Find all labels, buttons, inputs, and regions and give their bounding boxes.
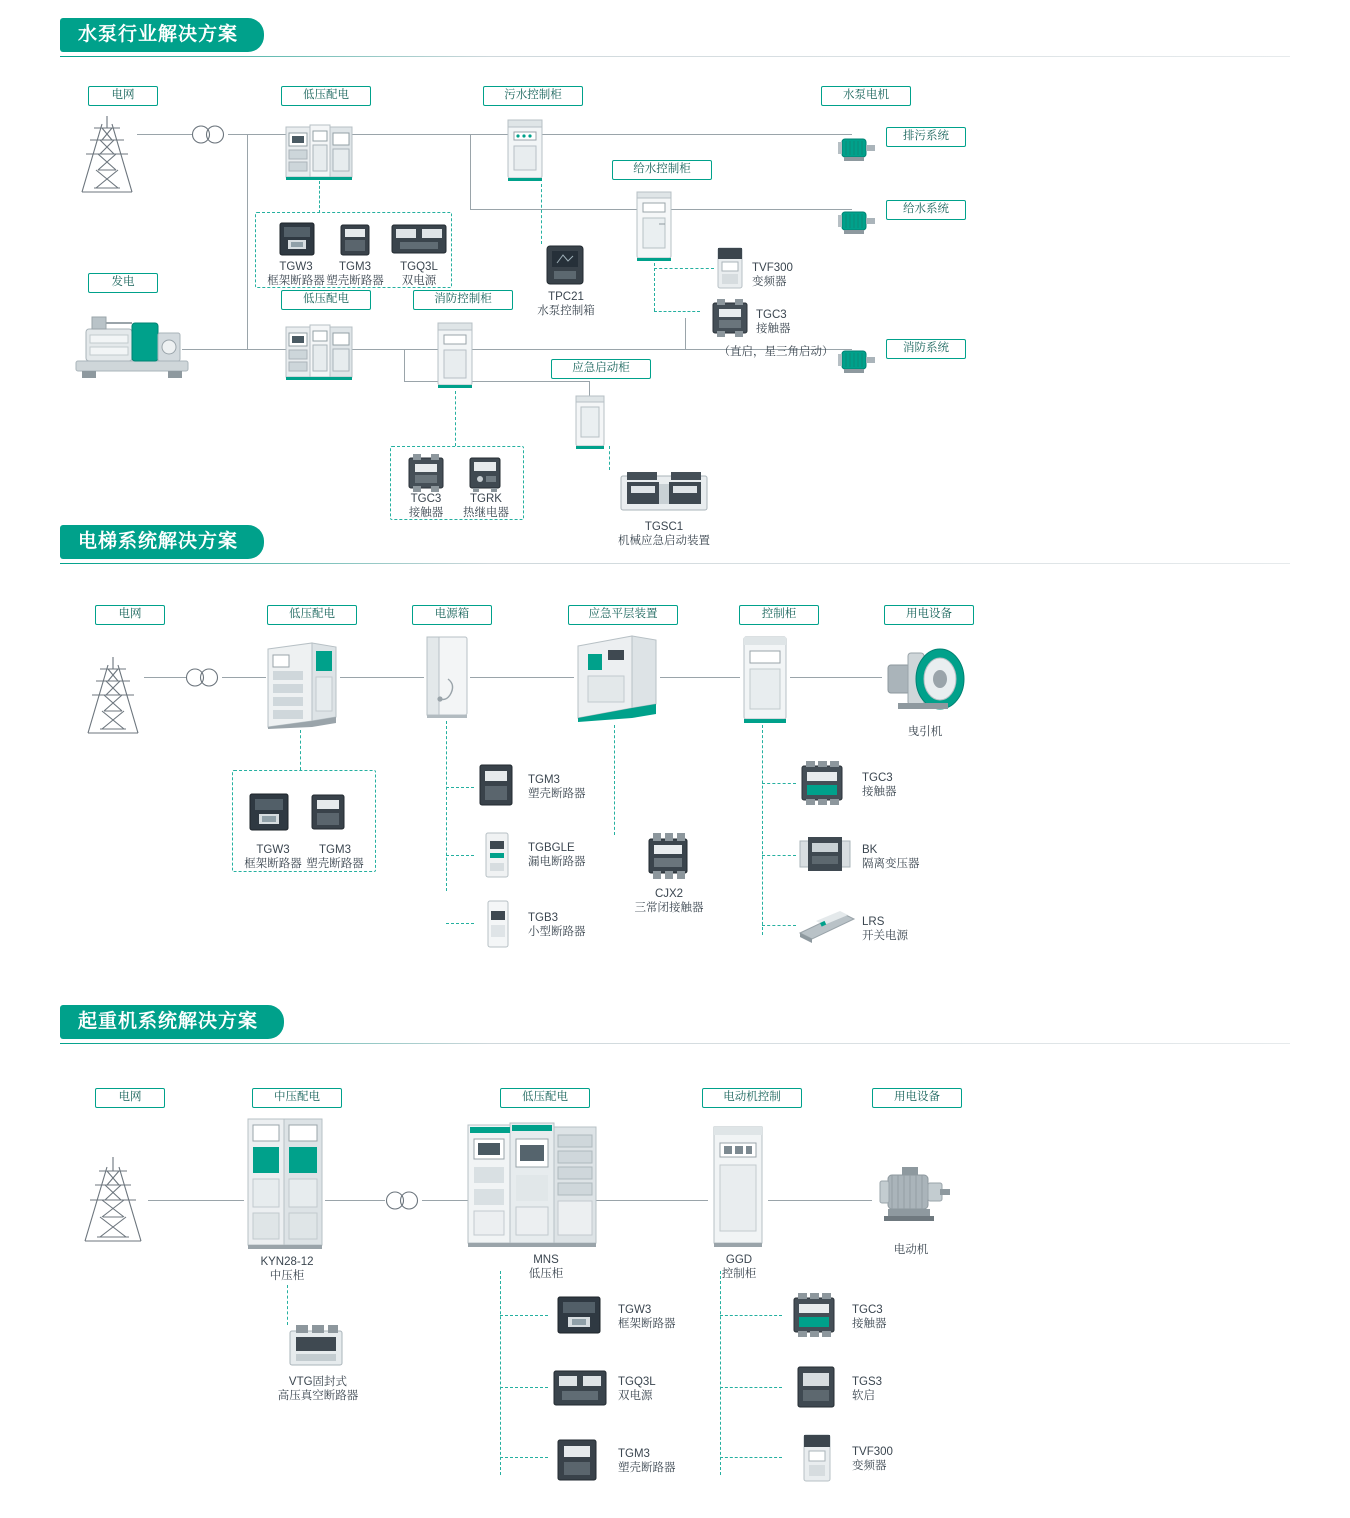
device-label: TGC3 接触器 bbox=[852, 1304, 887, 1330]
sewage-control-cabinet bbox=[504, 118, 546, 182]
device-label: TGBGLE 漏电断路器 bbox=[528, 842, 586, 868]
device-label: TGW3 框架断路器 bbox=[267, 261, 325, 287]
tgbgle-art bbox=[482, 831, 512, 881]
pill-grid: 电网 bbox=[95, 605, 165, 625]
tgc3-art bbox=[798, 761, 846, 805]
device-label: TGQ3L 双电源 bbox=[618, 1376, 656, 1402]
device-label: TGQ3L 双电源 bbox=[400, 261, 438, 287]
dash-connector bbox=[654, 268, 714, 269]
tgc3-art bbox=[710, 299, 750, 337]
dash-connector bbox=[609, 446, 610, 470]
motor-label: 电动机 bbox=[893, 1244, 929, 1256]
breaker-tgq3l-art bbox=[390, 221, 448, 257]
device-label: TGC3 接触器 bbox=[408, 493, 444, 519]
section-crane-header bbox=[0, 1005, 1350, 1045]
note-start-mode: （直启，星三角启动） bbox=[718, 346, 834, 358]
bk-transformer-art bbox=[798, 835, 852, 875]
pill-genset: 发电 bbox=[88, 273, 158, 293]
traction-machine-icon bbox=[884, 637, 966, 721]
traction-label: 曳引机 bbox=[907, 726, 943, 738]
dash-connector bbox=[541, 184, 542, 244]
wire bbox=[247, 349, 287, 350]
divider bbox=[60, 1043, 1290, 1044]
power-tower-icon bbox=[75, 1155, 151, 1245]
dash-connector bbox=[500, 1271, 501, 1475]
wire bbox=[137, 134, 192, 135]
divider bbox=[60, 563, 1290, 564]
dash-connector bbox=[500, 1315, 548, 1316]
ggd-control-cabinet bbox=[710, 1123, 766, 1249]
dash-connector bbox=[500, 1457, 548, 1458]
pill-mv: 中压配电 bbox=[252, 1088, 342, 1108]
device-label: KYN28-12 中压柜 bbox=[260, 1256, 314, 1282]
lv-switchgear bbox=[262, 635, 342, 729]
pump-motor-icon-1 bbox=[836, 135, 878, 165]
device-label: TGW3 框架断路器 bbox=[618, 1304, 676, 1330]
pill-load-equipment: 用电设备 bbox=[884, 605, 974, 625]
wire bbox=[148, 1200, 244, 1201]
wire bbox=[325, 1200, 385, 1201]
pill-grid: 电网 bbox=[95, 1088, 165, 1108]
wire bbox=[685, 318, 686, 349]
vtg-vacuum-breaker-art bbox=[288, 1323, 344, 1371]
motor-icon bbox=[872, 1165, 952, 1227]
device-label: BK 隔离变压器 bbox=[862, 844, 920, 870]
dash-connector bbox=[446, 787, 474, 788]
pill-power-box: 电源箱 bbox=[412, 605, 492, 625]
tvf300-art bbox=[802, 1433, 832, 1483]
pill-system-sewage: 排污系统 bbox=[886, 127, 966, 147]
emergency-start-cabinet bbox=[572, 394, 608, 450]
divider bbox=[60, 56, 1290, 57]
dash-connector bbox=[654, 311, 700, 312]
device-label: TGRK 热继电器 bbox=[463, 493, 509, 519]
breaker-tgw3-art bbox=[248, 790, 290, 834]
pill-emergency-cabinet: 应急启动柜 bbox=[551, 359, 651, 379]
pill-sewage-cabinet: 污水控制柜 bbox=[483, 86, 583, 106]
section-elevator-header bbox=[0, 525, 1350, 565]
device-label: TGW3 框架断路器 bbox=[244, 844, 302, 870]
tgsc1-art bbox=[619, 470, 709, 516]
elevator-control-cabinet bbox=[740, 633, 790, 725]
dash-connector bbox=[455, 391, 456, 446]
device-label: GGD 控制柜 bbox=[721, 1254, 757, 1280]
device-label: TGM3 塑壳断路器 bbox=[528, 774, 586, 800]
pill-system-water: 给水系统 bbox=[886, 200, 966, 220]
power-box bbox=[424, 635, 470, 721]
wire bbox=[404, 381, 589, 382]
dash-connector bbox=[762, 783, 796, 784]
fire-control-cabinet bbox=[434, 321, 476, 389]
tgc3-art bbox=[790, 1293, 838, 1337]
breaker-tgm3-art bbox=[310, 793, 346, 833]
power-tower-icon bbox=[78, 655, 148, 737]
tgs3-soft-starter-art bbox=[796, 1365, 836, 1409]
dash-connector bbox=[500, 1387, 548, 1388]
lv-switchgear-1 bbox=[284, 123, 354, 181]
wire bbox=[228, 134, 286, 135]
dash-connector bbox=[319, 181, 320, 213]
mv-switchgear bbox=[244, 1115, 326, 1251]
pill-lv: 低压配电 bbox=[267, 605, 357, 625]
pill-lv-2: 低压配电 bbox=[281, 290, 371, 310]
wire bbox=[470, 134, 471, 209]
lv-switchgear-2 bbox=[284, 323, 354, 381]
device-label: TGM3 塑壳断路器 bbox=[306, 844, 364, 870]
wire bbox=[470, 677, 574, 678]
device-label: TGC3 接触器 bbox=[862, 772, 897, 798]
dash-connector bbox=[446, 855, 474, 856]
wire bbox=[768, 1200, 872, 1201]
tgm3-art bbox=[478, 763, 514, 809]
dash-connector bbox=[720, 1315, 782, 1316]
pill-water-cabinet: 给水控制柜 bbox=[612, 160, 712, 180]
device-label: TVF300 变频器 bbox=[852, 1446, 893, 1472]
pill-fire-cabinet: 消防控制柜 bbox=[413, 290, 513, 310]
dash-connector bbox=[614, 725, 615, 835]
generator-icon bbox=[72, 303, 192, 383]
tgb3-art bbox=[484, 899, 512, 951]
wire bbox=[222, 677, 266, 678]
pill-system-fire: 消防系统 bbox=[886, 339, 966, 359]
wire bbox=[404, 349, 405, 381]
device-label: TGC3 接触器 bbox=[756, 309, 791, 335]
pill-control-cabinet: 控制柜 bbox=[739, 605, 819, 625]
transformer-icon bbox=[382, 1191, 424, 1210]
cjx2-art bbox=[645, 833, 691, 881]
wire bbox=[660, 677, 740, 678]
dash-connector bbox=[762, 925, 796, 926]
pill-load-equipment: 用电设备 bbox=[872, 1088, 962, 1108]
device-label: VTG固封式 高压真空断路器 bbox=[277, 1376, 359, 1402]
tvf300-art bbox=[716, 246, 744, 290]
tgq3l-art bbox=[552, 1367, 608, 1409]
wire bbox=[340, 677, 424, 678]
dash-connector bbox=[446, 923, 474, 924]
wire bbox=[144, 677, 186, 678]
dash-connector bbox=[720, 1457, 782, 1458]
wire bbox=[596, 1200, 708, 1201]
device-label: TGSC1 机械应急启动装置 bbox=[618, 521, 710, 547]
pill-lv: 低压配电 bbox=[500, 1088, 590, 1108]
dash-connector bbox=[287, 1285, 288, 1325]
device-label: TGB3 小型断路器 bbox=[528, 912, 586, 938]
power-tower-icon bbox=[72, 114, 142, 196]
section-crane bbox=[0, 1005, 1350, 1515]
section-pump-header bbox=[0, 18, 1350, 58]
dash-connector bbox=[720, 1387, 782, 1388]
tgc3-art-2 bbox=[406, 454, 446, 492]
device-label: CJX2 三常闭接触器 bbox=[634, 888, 704, 914]
section-crane-title: 起重机系统解决方案 bbox=[60, 1005, 284, 1039]
water-control-cabinet bbox=[633, 190, 675, 262]
pill-pump-motor: 水泵电机 bbox=[821, 86, 911, 106]
tgm3-art bbox=[556, 1437, 598, 1483]
wire bbox=[422, 1200, 468, 1201]
dash-connector bbox=[762, 725, 763, 935]
tpc21-art bbox=[545, 244, 585, 286]
dash-connector bbox=[446, 721, 447, 891]
dash-connector bbox=[720, 1271, 721, 1475]
breaker-tgw3-art bbox=[278, 220, 316, 258]
device-label: TGS3 软启 bbox=[852, 1376, 883, 1402]
transformer-icon bbox=[188, 125, 230, 144]
dash-connector bbox=[654, 263, 655, 311]
tgrk-art bbox=[468, 456, 502, 492]
wire bbox=[352, 134, 852, 135]
leveling-device-cabinet bbox=[574, 630, 660, 722]
mns-lv-switchgear bbox=[466, 1117, 598, 1251]
device-label: MNS 低压柜 bbox=[528, 1254, 564, 1280]
wire bbox=[790, 677, 882, 678]
device-label: TPC21 水泵控制箱 bbox=[537, 291, 595, 317]
pill-leveling-device: 应急平层装置 bbox=[568, 605, 678, 625]
pill-lv-1: 低压配电 bbox=[281, 86, 371, 106]
dash-connector bbox=[300, 730, 301, 770]
section-pump-title: 水泵行业解决方案 bbox=[60, 18, 264, 52]
pump-motor-icon-2 bbox=[836, 208, 878, 238]
breaker-tgm3-art bbox=[339, 223, 371, 257]
device-label: TGM3 塑壳断路器 bbox=[618, 1448, 676, 1474]
wire bbox=[247, 134, 248, 349]
lrs-power-supply-art bbox=[796, 907, 856, 947]
device-label: TVF300 变频器 bbox=[752, 262, 793, 288]
pill-motor-control: 电动机控制 bbox=[702, 1088, 802, 1108]
tgw3-art bbox=[556, 1293, 602, 1337]
dash-connector bbox=[762, 855, 796, 856]
pill-grid: 电网 bbox=[88, 86, 158, 106]
section-elevator-title: 电梯系统解决方案 bbox=[60, 525, 264, 559]
transformer-icon bbox=[182, 668, 224, 687]
device-label: TGM3 塑壳断路器 bbox=[326, 261, 384, 287]
device-label: LRS 开关电源 bbox=[862, 916, 908, 942]
section-elevator bbox=[0, 525, 1350, 995]
